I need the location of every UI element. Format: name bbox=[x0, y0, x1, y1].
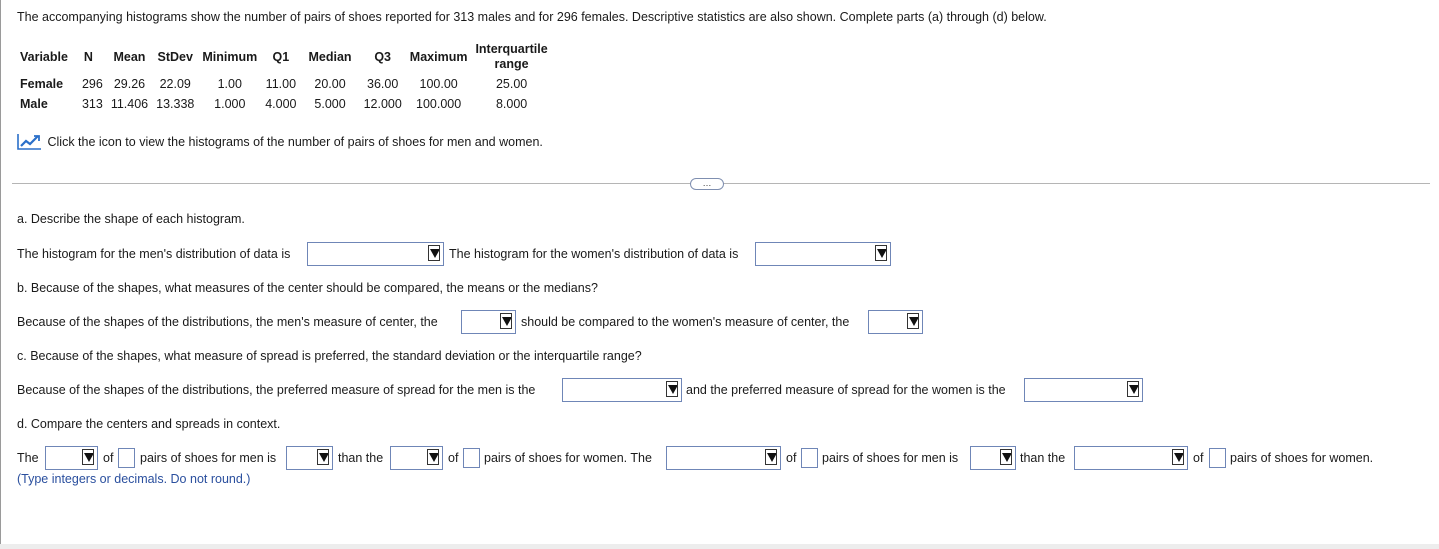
part-d-than-the-1: than the bbox=[338, 451, 384, 465]
left-border bbox=[0, 0, 1, 549]
part-a-question: a. Describe the shape of each histogram. bbox=[17, 212, 245, 226]
chevron-down-icon bbox=[765, 449, 779, 467]
part-b-text-women: should be compared to the women's measure of center, the bbox=[521, 315, 850, 329]
part-d-women-end: pairs of shoes for women. bbox=[1230, 451, 1374, 465]
women-center-dropdown[interactable] bbox=[868, 310, 923, 334]
chevron-down-icon bbox=[82, 449, 96, 467]
cell-stdev: 13.338 bbox=[156, 97, 195, 111]
part-b-text-men: Because of the shapes of the distributions, the men's measure of center, the bbox=[17, 315, 438, 329]
chevron-down-icon bbox=[1172, 449, 1186, 467]
cell-mean: 11.406 bbox=[110, 97, 149, 111]
women-shape-dropdown[interactable] bbox=[755, 242, 891, 266]
cell-median: 5.000 bbox=[314, 97, 346, 111]
header-median: Median bbox=[308, 49, 352, 64]
cell-q1: 4.000 bbox=[265, 97, 297, 111]
part-c-question: c. Because of the shapes, what measure of spread is preferred, the standard deviation or the interquartile range? bbox=[17, 349, 642, 363]
women-center-measure-dropdown[interactable] bbox=[390, 446, 443, 470]
part-d-of-3: of bbox=[786, 451, 797, 465]
part-d-the: The bbox=[17, 451, 39, 465]
header-stdev: StDev bbox=[157, 49, 193, 64]
part-d-women-the: pairs of shoes for women. The bbox=[484, 451, 652, 465]
part-d-men-is-2: pairs of shoes for men is bbox=[822, 451, 959, 465]
part-d-of-1: of bbox=[103, 451, 114, 465]
cell-minimum: 1.00 bbox=[217, 77, 242, 91]
chevron-down-icon bbox=[666, 381, 680, 399]
header-n: N bbox=[83, 49, 93, 64]
cell-n: 296 bbox=[81, 77, 103, 91]
women-spread-dropdown[interactable] bbox=[1024, 378, 1143, 402]
chevron-down-icon bbox=[907, 313, 921, 331]
cell-maximum: 100.00 bbox=[419, 77, 458, 91]
men-spread-dropdown[interactable] bbox=[562, 378, 682, 402]
chevron-down-icon bbox=[1000, 449, 1014, 467]
men-shape-dropdown[interactable] bbox=[307, 242, 444, 266]
stats-table bbox=[14, 40, 552, 114]
table-header-row bbox=[14, 40, 552, 74]
chevron-down-icon bbox=[1127, 381, 1141, 399]
table-row-male bbox=[14, 94, 552, 114]
cell-iqr: 8.000 bbox=[495, 97, 528, 111]
cell-iqr: 25.00 bbox=[495, 77, 528, 91]
part-d-of-2: of bbox=[448, 451, 459, 465]
center-comparison-dropdown[interactable] bbox=[286, 446, 333, 470]
part-d-men-is: pairs of shoes for men is bbox=[140, 451, 277, 465]
header-maximum: Maximum bbox=[409, 49, 468, 64]
table-row-female bbox=[14, 74, 552, 94]
row-variable: Female bbox=[20, 77, 64, 91]
chevron-down-icon bbox=[427, 449, 441, 467]
men-center-value-input[interactable] bbox=[118, 448, 135, 468]
cell-maximum: 100.000 bbox=[416, 97, 462, 111]
part-b-question: b. Because of the shapes, what measures of the center should be compared, the means or the medians? bbox=[17, 281, 598, 295]
header-q3: Q3 bbox=[374, 49, 392, 64]
header-variable: Variable bbox=[20, 49, 68, 64]
answer-format-note: (Type integers or decimals. Do not round.) bbox=[17, 472, 251, 486]
cell-q3: 12.000 bbox=[363, 97, 402, 111]
histogram-link-row bbox=[17, 133, 543, 153]
women-center-value-input[interactable] bbox=[463, 448, 480, 468]
women-spread-measure-dropdown[interactable] bbox=[1074, 446, 1188, 470]
spread-comparison-dropdown[interactable] bbox=[970, 446, 1016, 470]
header-mean: Mean bbox=[113, 49, 146, 64]
men-spread-measure-dropdown[interactable] bbox=[666, 446, 781, 470]
part-c-text-women: and the preferred measure of spread for the women is the bbox=[686, 383, 1006, 397]
chevron-down-icon bbox=[317, 449, 331, 467]
cell-q1: 11.00 bbox=[265, 77, 297, 91]
men-spread-value-input[interactable] bbox=[801, 448, 818, 468]
women-spread-value-input[interactable] bbox=[1209, 448, 1226, 468]
men-center-measure-dropdown[interactable] bbox=[45, 446, 98, 470]
chevron-down-icon bbox=[875, 245, 889, 263]
header-iqr: Interquartile range bbox=[475, 42, 548, 71]
cell-mean: 29.26 bbox=[113, 77, 146, 91]
part-d-of-4: of bbox=[1193, 451, 1204, 465]
part-d-question: d. Compare the centers and spreads in context. bbox=[17, 417, 281, 431]
part-a-text-women: The histogram for the women's distribution of data is bbox=[449, 247, 739, 261]
more-button[interactable]: … bbox=[690, 178, 724, 190]
histogram-link-text: Click the icon to view the histograms of the number of pairs of shoes for men and women. bbox=[47, 135, 543, 150]
chevron-down-icon bbox=[500, 313, 514, 331]
intro-text: The accompanying histograms show the number of pairs of shoes reported for 313 males and for 296 females. Descriptive statistics are also shown. Complete parts (a) through (d) below. bbox=[17, 10, 1047, 24]
part-a-text-men: The histogram for the men's distribution of data is bbox=[17, 247, 291, 261]
bottom-bar bbox=[0, 544, 1439, 549]
header-q1: Q1 bbox=[272, 49, 290, 64]
chevron-down-icon bbox=[428, 245, 442, 263]
cell-q3: 36.00 bbox=[367, 77, 399, 91]
cell-n: 313 bbox=[81, 97, 103, 111]
cell-stdev: 22.09 bbox=[159, 77, 191, 91]
cell-minimum: 1.000 bbox=[214, 97, 246, 111]
men-center-dropdown[interactable] bbox=[461, 310, 516, 334]
part-c-text-men: Because of the shapes of the distributions, the preferred measure of spread for the men is the bbox=[17, 383, 536, 397]
cell-median: 20.00 bbox=[314, 77, 346, 91]
part-d-than-the-2: than the bbox=[1020, 451, 1066, 465]
chart-icon[interactable] bbox=[17, 133, 42, 153]
header-minimum: Minimum bbox=[202, 49, 258, 64]
row-variable: Male bbox=[20, 97, 48, 111]
